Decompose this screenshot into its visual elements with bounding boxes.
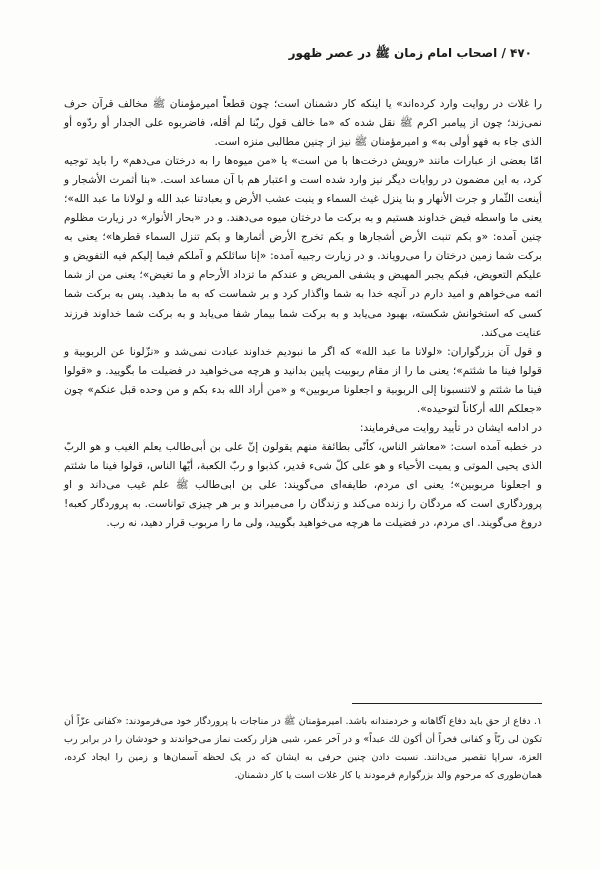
footnote-divider [352, 703, 542, 704]
page-header: ۴۷۰ / اصحاب امام زمان ﷺ در عصر ظهور [288, 46, 532, 60]
footnote-block [64, 713, 542, 785]
main-text [64, 95, 542, 533]
paragraph: امّا بعضی از عبارات مانند «رویش درخت‌ها با من است» یا «من میوه‌ها را به درختان می‌دهم» را باید توجیه کرد، به این مضمون در روایات دیگر نیز وارد شده است و اعتبار هم با آن مساعد است. «بنا أثمرت الأشجار و أینعت الثّمار و جرت الأنهار و بنا ینزل غیث السماء و ینبت عشب الأرض و بعبادتنا عبد الله و لولانا ما عبد الله»؛ یعنی ما واسطه فیض خداوند هستیم و به برکت ما درختان میوه می‌دهند. و در «بحار الأنوار» در زیارت مظلوم چنین آمده: «و بکم تنبت الأرض أشجارها و بکم تخرج الأرض أثمارها و بکم تنزل السماء قطرها»؛ یعنی به برکت شما زمین درختان را می‌رویاند. و در زیارت رجبیه آمده: «إنا سائلکم و آملکم فیما إلیکم فیه التفویض و علیکم التعویض، فبکم یجبر المهیض و یشفی المریض و عندکم ما تزداد الأرحام و ما تغیض»؛ یعنی من از شما ائمه می‌خواهم و امید دارم در آنچه خدا به شما واگذار کرد و بر شماست که به ما بدهید. پس به برکت شما کسی که استخوانش شکسته، بهبود می‌یابد و به برکت شما بیمار شفا می‌یابد و به برکت شما خداوند فرزند عنایت می‌کند. [64, 155, 542, 339]
paragraph: در خطبه آمده است: «معاشر الناس، کأنّی بطائفة منهم یقولون إنّ علی بن أبی‌طالب یعلم الغیب و هو الربّ الذی یحیی الموتی و یمیت الأحیاء و هو علی کلّ شیء قدیر، کذبوا و ربّ الکعبة، أیّها الناس، قولوا فینا ما شئتم و اجعلونا مربوبین»؛ یعنی ای مردم، طایفه‌ای می‌گویند: علی بن ابی‌طالب ﷺ علم غیب می‌داند و او پروردگاری است که مردگان را زنده می‌کند و زندگان را می‌میراند و بر هر چیزی تواناست. به پروردگار کعبه! دروغ می‌گویند. ای مردم، در فضیلت ما هرچه می‌خواهید بگویید، ولی ما را مربوب قرار دهید، نه رب. [64, 440, 542, 530]
footnote: ۱. دفاع از حق باید دفاع آگاهانه و خردمندانه باشد. امیرمؤمنان ﷺ در مناجات با پروردگار خود می‌فرمودند: «کفانی عزّاً أن تکون لی ربّاً و کفانی فخراً أن أکون لك عبداً» و در آخر عمر، شبی هزار رکعت نماز می‌خواندند و خودشان را در برابر رب العزة، سراپا تقصیر می‌دانند. نسبت دادن چنین حرفی به ایشان که در یک لحظه آسمان‌ها و زمین را ایجاد کرده، همان‌طوری که مرحوم والد بزرگوارم فرمودند یا کار غلات است یا کار دشمنان. [64, 716, 542, 781]
paragraph: در ادامه ایشان در تأیید روایت می‌فرمایند: [359, 421, 542, 434]
paragraph: و قول آن بزرگواران: «لولانا ما عبد الله» که اگر ما نبودیم خداوند عبادت نمی‌شد و «نزّلونا عن الربوبیة و قولوا فینا ما شئتم»؛ یعنی ما را از مقام ربوبیت پایین بدانید و هرچه می‌خواهید در فضیلت ما بگویید. و «قولوا فینا ما شئتم و لاتنسبونا إلی الربوبیة و اجعلونا مربوبین» و «من أراد الله بدء بکم و من وحده قبل عنکم» چون «جعلکم الله أرکاناً لتوحیده». [64, 345, 542, 415]
paragraph: را غلات در روایت وارد کرده‌اند» یا اینکه کار دشمنان است؛ چون قطعاً امیرمؤمنان ﷺ مخالف قرآن حرف نمی‌زند؛ چون از پیامبر اکرم ﷺ نقل شده که «ما خالف قول ربّنا لم أقله، فاضربوه علی الجدار أو ردّوه أو الذی جاء به فهو أولی به» و امیرمؤمنان ﷺ نیز از چنین مطالبی منزه است. [64, 98, 542, 149]
